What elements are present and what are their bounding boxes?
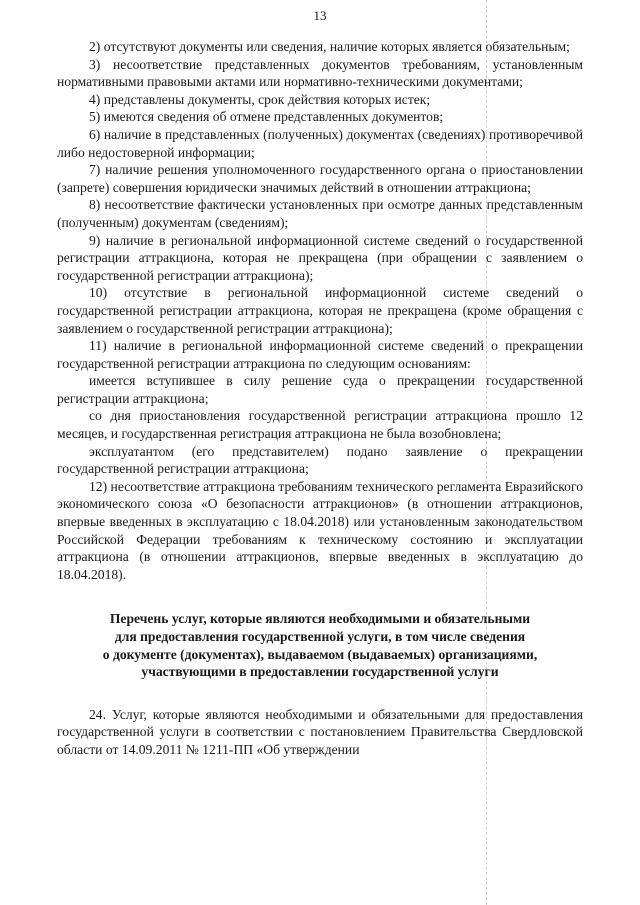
sub-item-operator-application: эксплуатантом (его представителем) подано заявление о прекращении государственной регистрации аттракциона; bbox=[57, 443, 583, 477]
list-item-9: 9) наличие в региональной информационной системе сведений о государственной регистрации аттракциона, которая не прекращена (при обращении с заявлением о государственной регистрации аттракциона); bbox=[57, 232, 583, 283]
list-item-6: 6) наличие в представленных (полученных) документах (сведениях) противоречивой либо недостоверной информации; bbox=[57, 126, 583, 160]
document-body bbox=[57, 38, 583, 759]
heading-line-1: Перечень услуг, которые являются необходимыми и обязательными bbox=[109, 611, 531, 627]
list-item-2: 2) отсутствуют документы или сведения, наличие которых является обязательным; bbox=[89, 39, 570, 54]
sub-item-court-decision: имеется вступившее в силу решение суда о прекращении государственной регистрации аттракциона; bbox=[57, 373, 583, 406]
heading-line-2: для предоставления государственной услуги, в том числе сведения bbox=[114, 629, 526, 644]
list-item-4: 4) представлены документы, срок действия которых истек; bbox=[89, 91, 431, 107]
list-item-8: 8) несоответствие фактически установленных при осмотре данных представленным (полученным) документам (сведениям); bbox=[57, 197, 583, 230]
list-item-11: 11) наличие в региональной информационной системе сведений о прекращении государственной регистрации аттракциона по следующим основаниям: bbox=[57, 338, 583, 371]
list-item-12: 12) несоответствие аттракциона требованиям технического регламента Евразийского экономического союза «О безопасности аттракционов» (в отношении аттракционов, впервые введенных в эксплуатацию с 18.04.2018) или установленным законодательством Российской Федерации требованиям к техническому состоянию и эксплуатации аттракциона (в отношении аттракционов, впервые введенных в эксплуатацию до 18.04.2018). bbox=[57, 478, 583, 582]
list-item-7: 7) наличие решения уполномоченного государственного органа о приостановлении (запрете) совершения юридически значимых действий в отношении аттракциона; bbox=[57, 162, 583, 195]
list-item-5: 5) имеются сведения об отмене представленных документов; bbox=[89, 109, 444, 125]
list-item-10: 10) отсутствие в региональной информационной системе сведений о государственной регистрации аттракциона, которая не прекращена (кроме обращения с заявлением о государственной регистрации аттракциона); bbox=[57, 285, 583, 336]
page-number: 13 bbox=[313, 8, 327, 23]
heading-line-3: о документе (документах), выдаваемом (выдаваемых) организациями, bbox=[102, 646, 538, 662]
heading-line-4: участвующими в предоставлении государственной услуги bbox=[141, 664, 499, 680]
list-item-3: 3) несоответствие представленных документов требованиям, установленным нормативными правовыми актами или нормативно-техническими документами; bbox=[57, 56, 583, 90]
paragraph-24: 24. Услуг, которые являются необходимыми и обязательными для предоставления государственной услуги в соответствии с постановлением Правительства Свердловской области от 14.09.2011 № 1211-ПП «Об утверждении bbox=[57, 706, 583, 757]
sub-item-suspension-period: со дня приостановления государственной регистрации аттракциона прошло 12 месяцев, и государственная регистрация аттракциона не была возобновлена; bbox=[57, 408, 583, 442]
section-heading bbox=[57, 610, 583, 680]
